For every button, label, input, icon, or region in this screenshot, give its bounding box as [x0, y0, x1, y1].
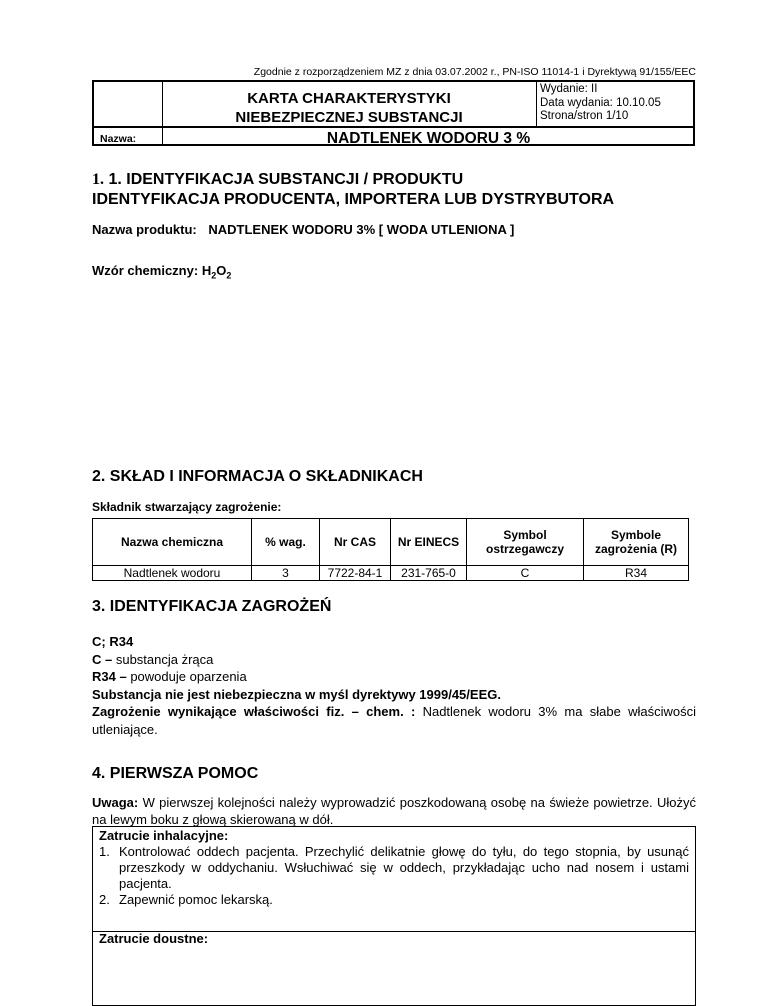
regulation-note: Zgodnie z rozporządzeniem MZ z dnia 03.07.2002 r., PN-ISO 11014-1 i Dyrektywą 91/155/EEC	[253, 66, 696, 78]
document-title: KARTA CHARAKTERYSTYKI NIEBEZPIECZNEJ SUBSTANCJI	[235, 90, 463, 126]
page-count: Strona/stron 1/10	[540, 110, 629, 122]
hazardous-component-label: Składnik stwarzający zagrożenie:	[92, 500, 282, 514]
issue-date: Data wydania: 10.10.05	[540, 96, 661, 109]
table-row: Nadtlenek wodoru 3 7722-84-1 231-765-0 C R34	[93, 566, 689, 581]
oral-poisoning-heading: Zatrucie doustne:	[99, 931, 209, 946]
hazard-identification: C; R34 C – substancja żrąca R34 – powoduje oparzenia Substancja nie jest niebezpieczna w myśl dyrektywy 1999/45/EEG. Zagrożenie wynikające właściwości fiz. – chem. : Nadtlenek wodoru 3% ma słabe właściwości utleniające.	[92, 634, 696, 737]
substance-name: NADTLENEK WODORU 3 %	[326, 130, 531, 147]
first-aid-table	[92, 826, 696, 1006]
list-item: 2. Zapewnić pomoc lekarską.	[99, 892, 273, 907]
document-header-box	[92, 80, 695, 146]
product-name: Nazwa produktu: NADTLENEK WODORU 3% [ WODA UTLENIONA ]	[92, 222, 515, 237]
inhalation-heading: Zatrucie inhalacyjne:	[99, 828, 229, 843]
section-1-heading: 1. 1. IDENTYFIKACJA SUBSTANCJI / PRODUKTU IDENTYFIKACJA PRODUCENTA, IMPORTERA LUB DYSTRYBUTORA	[92, 171, 615, 208]
name-label: Nazwa:	[100, 133, 137, 145]
section-3-heading: 3. IDENTYFIKACJA ZAGROŻEŃ	[92, 598, 332, 615]
document-meta	[540, 83, 661, 124]
table-header-row: Nazwa chemiczna % wag. Nr CAS Nr EINECS Symbol ostrzegawczy Symbole zagrożenia (R)	[93, 519, 689, 566]
edition: Wydanie: II	[540, 83, 598, 95]
first-aid-note: Uwaga: W pierwszej kolejności należy wyprowadzić poszkodowaną osobę na świeże powietrze. Ułożyć na lewym boku z głową skierowaną w dół.	[92, 795, 696, 827]
chemical-formula: Wzór chemiczny: $H_2O_2$	[92, 263, 232, 281]
section-2-heading: 2. SKŁAD I INFORMACJA O SKŁADNIKACH	[92, 468, 423, 485]
components-table	[92, 518, 689, 581]
list-item: 1. Kontrolować oddech pacjenta. Przechylić delikatnie głowę do tyłu, do tego stopnia, by usunąć przeszkody w oddychaniu. Wsłuchiwać się w oddech, przykładając ucho nad nosem i ustami pacjenta.	[99, 844, 689, 891]
section-4-heading: 4. PIERWSZA POMOC	[92, 765, 259, 782]
